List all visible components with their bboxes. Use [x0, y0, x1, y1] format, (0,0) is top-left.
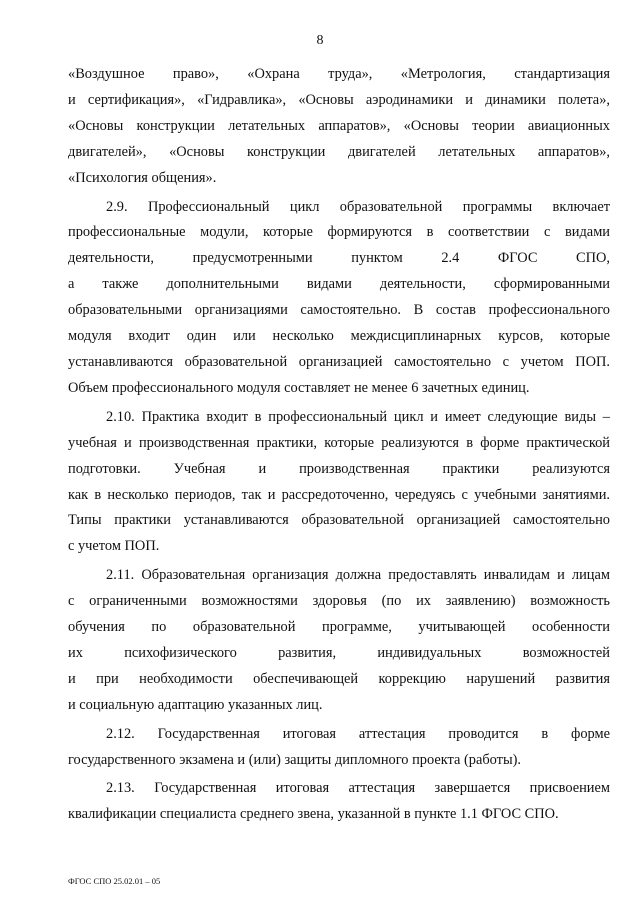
- text-line: модуля входит один или несколько междисциплинарных курсов, которые: [68, 328, 610, 345]
- text-line: двигателей», «Основы конструкции двигателей летательных аппаратов»,: [68, 143, 610, 160]
- text-line: подготовки. Учебная и производственная практики реализуются: [68, 460, 610, 477]
- document-body: [68, 62, 610, 828]
- paragraph-2-9: [68, 195, 610, 402]
- paragraph-2-12: [68, 722, 610, 774]
- text-line: Типы практики устанавливаются образовательной организацией самостоятельно: [68, 512, 610, 529]
- text-line: 2.10. Практика входит в профессиональный цикл и имеет следующие виды –: [106, 408, 610, 425]
- text-line: как в несколько периодов, так и рассредоточенно, чередуясь с учебными занятиями.: [68, 486, 610, 503]
- text-line: и сертификация», «Гидравлика», «Основы аэродинамики и динамики полета»,: [68, 91, 610, 108]
- text-line: 2.9. Профессиональный цикл образовательной программы включает: [106, 198, 610, 215]
- document-footer-code: ФГОС СПО 25.02.01 – 05: [68, 876, 161, 886]
- text-line: «Воздушное право», «Охрана труда», «Метрология, стандартизация: [68, 66, 610, 82]
- paragraph-continuation: [68, 62, 610, 192]
- text-line: деятельности, предусмотренными пунктом 2.4 ФГОС СПО,: [68, 250, 610, 267]
- paragraph-2-11: [68, 563, 610, 718]
- text-line: их психофизического развития, индивидуальных возможностей: [68, 644, 610, 661]
- text-line: «Основы конструкции летательных аппаратов», «Основы теории авиационных: [68, 117, 610, 134]
- text-line: и социальную адаптацию указанных лиц.: [68, 696, 323, 713]
- text-line: профессиональные модули, которые формируются в соответствии с видами: [68, 224, 610, 241]
- text-line: «Психология общения».: [68, 169, 217, 186]
- text-line: с ограниченными возможностями здоровья (по их заявлению) возможность: [68, 593, 610, 610]
- text-line: Объем профессионального модуля составляет не менее 6 зачетных единиц.: [68, 379, 530, 396]
- text-line: государственного экзамена и (или) защиты дипломного проекта (работы).: [68, 751, 522, 768]
- text-line: устанавливаются образовательной организацией самостоятельно с учетом ПОП.: [68, 353, 610, 370]
- text-line: а также дополнительными видами деятельности, сформированными: [68, 276, 610, 293]
- text-line: образовательными организациями самостоятельно. В состав профессионального: [68, 302, 610, 319]
- text-line: 2.11. Образовательная организация должна предоставлять инвалидам и лицам: [106, 567, 610, 584]
- paragraph-2-13: [68, 776, 610, 828]
- page-number: 8: [316, 33, 324, 48]
- paragraph-2-10: [68, 405, 610, 560]
- text-line: квалификации специалиста среднего звена, указанной в пункте 1.1 ФГОС СПО.: [68, 806, 559, 823]
- text-line: обучения по образовательной программе, учитывающей особенности: [68, 619, 610, 636]
- text-line: учебная и производственная практики, которые реализуются в форме практической: [68, 434, 610, 451]
- text-line: с учетом ПОП.: [68, 538, 160, 555]
- text-line: и при необходимости обеспечивающей коррекцию нарушений развития: [68, 670, 610, 687]
- text-line: 2.13. Государственная итоговая аттестация завершается присвоением: [106, 780, 610, 797]
- text-line: 2.12. Государственная итоговая аттестация проводится в форме: [106, 725, 610, 742]
